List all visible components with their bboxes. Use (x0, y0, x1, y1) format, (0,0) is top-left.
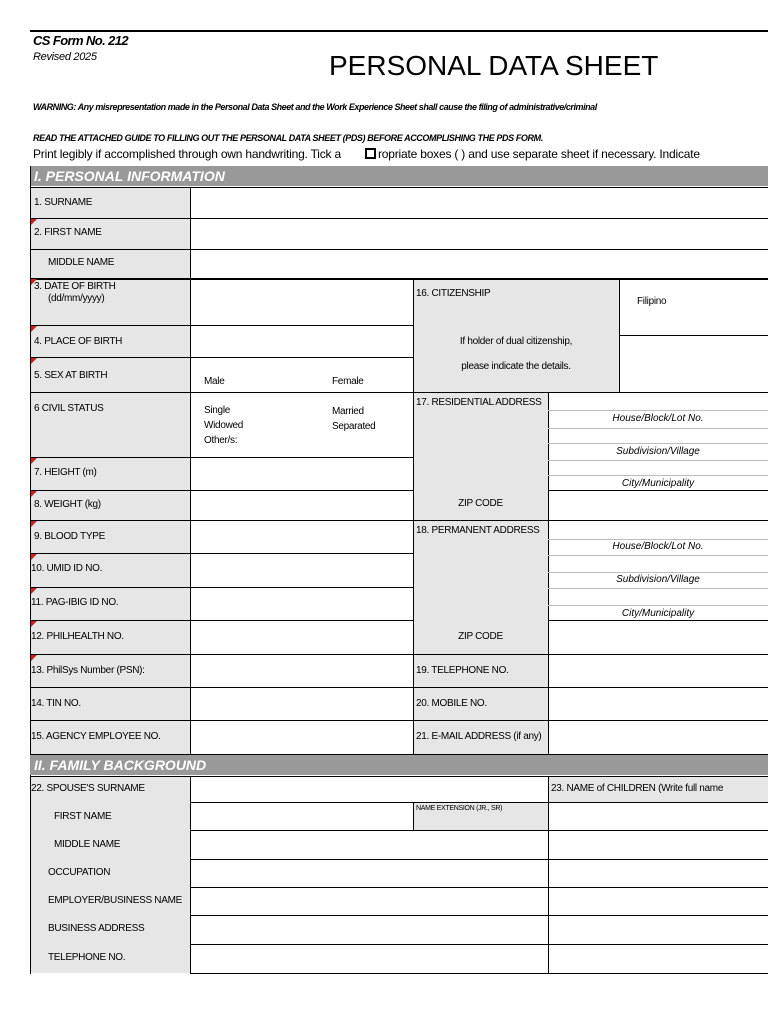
label-first-name: 2. FIRST NAME (34, 227, 102, 238)
label-occupation: OCCUPATION (48, 867, 111, 878)
addr-rule (548, 605, 768, 606)
required-marker (31, 326, 37, 332)
weight-field[interactable] (191, 491, 413, 520)
label-permanent-address: 18. PERMANENT ADDRESS (416, 525, 540, 536)
label-name-extension: NAME EXTENSION (JR., SR) (416, 805, 503, 812)
label-place-of-birth: 4. PLACE OF BIRTH (34, 336, 123, 347)
grid-h (619, 335, 768, 336)
addr-rule (548, 588, 768, 589)
required-marker (31, 458, 37, 464)
grid-v7 (413, 802, 414, 830)
tin-field[interactable] (191, 688, 413, 720)
children-list-field[interactable] (549, 803, 768, 973)
occupation-field[interactable] (191, 860, 548, 887)
business-address-field[interactable] (191, 916, 548, 944)
label-res-zip: ZIP CODE (458, 498, 503, 509)
label-tin: 14. TIN NO. (31, 698, 81, 709)
required-marker (31, 219, 37, 225)
option-female[interactable]: Female (332, 376, 364, 387)
label-philsys: 13. PhilSys Number (PSN): (31, 665, 145, 676)
label-residential-address: 17. RESIDENTIAL ADDRESS (416, 397, 542, 408)
res-house-caption: House/Block/Lot No. (612, 413, 704, 424)
grid-h (190, 973, 768, 974)
section-personal-information: I. PERSONAL INFORMATION (30, 166, 768, 186)
label-pagibig: 11. PAG-IBIG ID NO. (31, 597, 119, 608)
label-agency-employee-no: 15. AGENCY EMPLOYEE NO. (31, 731, 161, 742)
guide-text: READ THE ATTACHED GUIDE TO FILLING OUT THE PERSONAL DATA SHEET (PDS) BEFORE ACCOMPLISHING THE PDS FORM. (33, 133, 543, 143)
label-children: 23. NAME of CHILDREN (Write full name (551, 783, 724, 794)
label-spouse-telephone: TELEPHONE NO. (48, 952, 126, 963)
perm-city-caption: City/Municipality (621, 608, 695, 619)
top-border (30, 30, 768, 32)
place-of-birth-field[interactable] (191, 326, 413, 357)
addr-rule (548, 555, 768, 556)
label-employer: EMPLOYER/BUSINESS NAME (48, 895, 182, 906)
label-dob-format: (dd/mm/yyyy) (48, 293, 105, 304)
label-civil-status: 6 CIVIL STATUS (34, 403, 104, 414)
label-spouse-first-name: FIRST NAME (54, 811, 112, 822)
telephone-field[interactable] (549, 655, 768, 687)
res-city-caption: City/Municipality (621, 478, 695, 489)
label-email: 21. E-MAIL ADDRESS (if any) (416, 731, 542, 742)
umid-field[interactable] (191, 554, 413, 587)
addr-rule (548, 410, 768, 411)
grid-v2 (413, 279, 414, 754)
required-marker (31, 554, 37, 560)
addr-rule (548, 443, 768, 444)
required-marker (31, 521, 37, 527)
label-perm-zip: ZIP CODE (458, 631, 503, 642)
section-family-background: II. FAMILY BACKGROUND (30, 755, 768, 775)
label-surname: 1. SURNAME (34, 197, 93, 208)
agency-employee-field[interactable] (191, 721, 413, 754)
perm-house-caption: House/Block/Lot No. (612, 541, 704, 552)
label-dob: 3. DATE OF BIRTH (34, 281, 116, 292)
res-zip-field[interactable] (549, 491, 768, 520)
surname-field[interactable] (191, 188, 768, 218)
label-blood-type: 9. BLOOD TYPE (34, 531, 105, 542)
warning-text: WARNING: Any misrepresentation made in the Personal Data Sheet and the Work Experience Sheet shall cause the filing of administrative/criminal (33, 102, 597, 112)
page-title: PERSONAL DATA SHEET (329, 50, 659, 81)
first-name-field[interactable] (191, 219, 768, 249)
required-marker (31, 491, 37, 497)
label-spouse-middle-name: MIDDLE NAME (54, 839, 121, 850)
addr-rule (548, 460, 768, 461)
option-others[interactable]: Other/s: (204, 435, 238, 446)
addr-rule (548, 572, 768, 573)
label-dual-citizenship-2: please indicate the details. (461, 361, 571, 372)
grid-h (30, 357, 413, 358)
label-weight: 8. WEIGHT (kg) (34, 499, 101, 510)
citizenship-value[interactable]: Filipino (637, 296, 667, 307)
option-married[interactable]: Married (332, 406, 364, 417)
pagibig-field[interactable] (191, 588, 413, 620)
middle-name-field[interactable] (191, 250, 768, 278)
instruction-text-a: Print legibly if accomplished through own handwriting. Tick a (33, 147, 341, 161)
tick-box-sample (365, 148, 376, 159)
label-dual-citizenship-1: If holder of dual citizenship, (459, 336, 573, 347)
addr-rule (548, 428, 768, 429)
form-revision: Revised 2025 (33, 51, 97, 63)
blood-type-field[interactable] (191, 521, 413, 553)
form-code: CS Form No. 212 (33, 33, 129, 48)
philsys-field[interactable] (191, 655, 413, 687)
spouse-telephone-field[interactable] (191, 945, 548, 973)
addr-rule (548, 475, 768, 476)
employer-field[interactable] (191, 888, 548, 915)
label-business-address: BUSINESS ADDRESS (48, 923, 145, 934)
spouse-middle-name-field[interactable] (191, 831, 548, 859)
addr-rule (548, 539, 768, 540)
spouse-surname-field[interactable] (191, 777, 548, 802)
option-widowed[interactable]: Widowed (204, 420, 244, 431)
mobile-field[interactable] (549, 688, 768, 720)
required-marker (31, 621, 37, 627)
perm-zip-field[interactable] (549, 621, 768, 654)
option-separated[interactable]: Separated (332, 421, 376, 432)
label-mobile: 20. MOBILE NO. (416, 698, 487, 709)
label-height: 7. HEIGHT (m) (34, 467, 97, 478)
dob-field[interactable] (191, 280, 413, 325)
label-telephone: 19. TELEPHONE NO. (416, 665, 509, 676)
label-citizenship: 16. CITIZENSHIP (416, 288, 491, 299)
required-marker (31, 358, 37, 364)
label-middle-name: MIDDLE NAME (48, 257, 115, 268)
label-spouse-surname: 22. SPOUSE'S SURNAME (31, 783, 145, 794)
perm-subdivision-caption: Subdivision/Village (616, 574, 700, 585)
height-field[interactable] (191, 458, 413, 490)
label-philhealth: 12. PHILHEALTH NO. (31, 631, 124, 642)
required-marker (31, 588, 37, 594)
res-subdivision-caption: Subdivision/Village (616, 446, 700, 457)
grid-h (30, 392, 768, 393)
option-single[interactable]: Single (204, 405, 230, 416)
instruction-text-b: ropriate boxes ( ) and use separate sheet if necessary. Indicate (378, 147, 700, 161)
label-umid: 10. UMID ID NO. (31, 563, 103, 574)
option-male[interactable]: Male (204, 376, 225, 387)
philhealth-field[interactable] (191, 621, 413, 654)
spouse-first-name-field[interactable] (191, 803, 413, 830)
required-marker (31, 655, 37, 661)
email-field[interactable] (549, 721, 768, 754)
label-sex: 5. SEX AT BIRTH (34, 370, 108, 381)
